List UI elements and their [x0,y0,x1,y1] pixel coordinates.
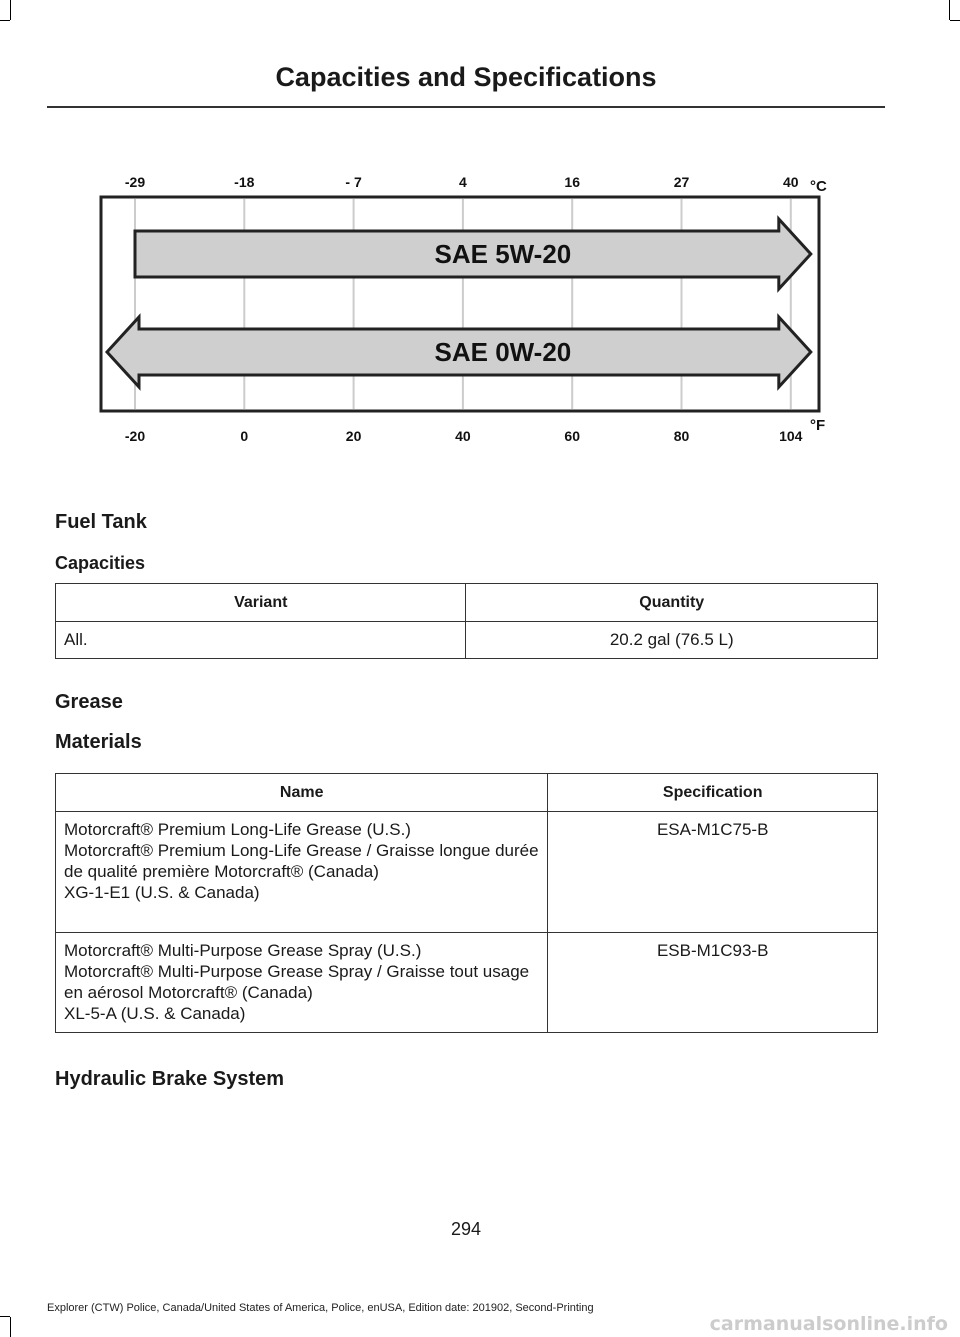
table-row [56,933,878,1033]
fahrenheit-tick-label: 60 [564,428,580,444]
grease-spec-cell: ESA-M1C75-B [548,812,878,933]
header-rule [47,106,885,108]
fuel-capacity-table [55,583,878,659]
column-header: Quantity [466,584,878,622]
viscosity-band-label: SAE 5W-20 [434,239,572,269]
fuel-tank-heading: Fuel Tank [55,511,147,533]
grease-name-line: Motorcraft® Premium Long-Life Grease (U.S.) [64,820,411,839]
celsius-tick-label: -18 [234,174,255,190]
fahrenheit-tick-label: 40 [455,428,471,444]
viscosity-band-label: SAE 0W-20 [434,337,572,367]
page-number: 294 [450,1219,482,1239]
grease-name-line: Motorcraft® Multi-Purpose Grease Spray / Graisse tout usage en aérosol Motorcraft® (Canada) [64,962,530,1002]
celsius-tick-label: 27 [673,174,690,190]
celsius-tick-label: 40 [783,174,799,190]
celsius-tick-label: -29 [124,174,146,190]
crop-mark [950,20,960,21]
chart-frame [101,197,819,411]
crop-mark [949,0,950,20]
grease-name-line: Motorcraft® Premium Long-Life Grease / Graisse longue durée de qualité première Motorcraft® (Canada) [64,841,539,881]
grease-name-cell [56,812,548,933]
variant-cell: All. [56,622,466,659]
table-row [56,622,878,659]
grease-heading: Grease [55,691,123,713]
quantity-cell: 20.2 gal (76.5 L) [466,622,878,659]
grease-name-line: XL-5-A (U.S. & Canada) [64,1004,246,1023]
oil-viscosity-chart [95,160,855,460]
grease-materials-heading: Materials [55,731,142,753]
crop-mark [0,20,10,21]
grease-name-line: Motorcraft® Multi-Purpose Grease Spray (U.S.) [64,941,422,960]
grease-spec-cell: ESB-M1C93-B [548,933,878,1033]
crop-mark [10,1317,11,1337]
grease-name-line: XG-1-E1 (U.S. & Canada) [64,883,260,902]
fahrenheit-tick-label: 80 [673,428,690,444]
watermark: carmanualsonline.info [709,1313,948,1335]
celsius-tick-label: - 7 [345,174,362,190]
crop-mark [0,1316,10,1317]
fahrenheit-tick-label: 20 [345,428,362,444]
column-header: Variant [56,584,466,622]
fahrenheit-tick-label: 0 [240,428,249,444]
grease-name-cell [56,933,548,1033]
fahrenheit-tick-label: 104 [779,428,803,444]
grease-materials-table [55,773,878,1033]
fahrenheit-tick-label: -20 [124,428,146,444]
celsius-unit: °C [810,178,827,195]
hydraulic-brake-heading: Hydraulic Brake System [55,1068,285,1090]
column-header: Specification [548,774,878,812]
celsius-tick-label: 16 [564,174,580,190]
table-row [56,812,878,933]
crop-mark [10,0,11,20]
fuel-capacities-heading: Capacities [55,553,146,573]
celsius-tick-label: 4 [459,174,467,190]
fahrenheit-unit: °F [810,417,826,434]
page-title: Capacities and Specifications [275,62,657,92]
footer-edition-text: Explorer (CTW) Police, Canada/United States of America, Police, enUSA, Edition date: 201902, Second-Printing [47,1302,594,1314]
column-header: Name [56,774,548,812]
